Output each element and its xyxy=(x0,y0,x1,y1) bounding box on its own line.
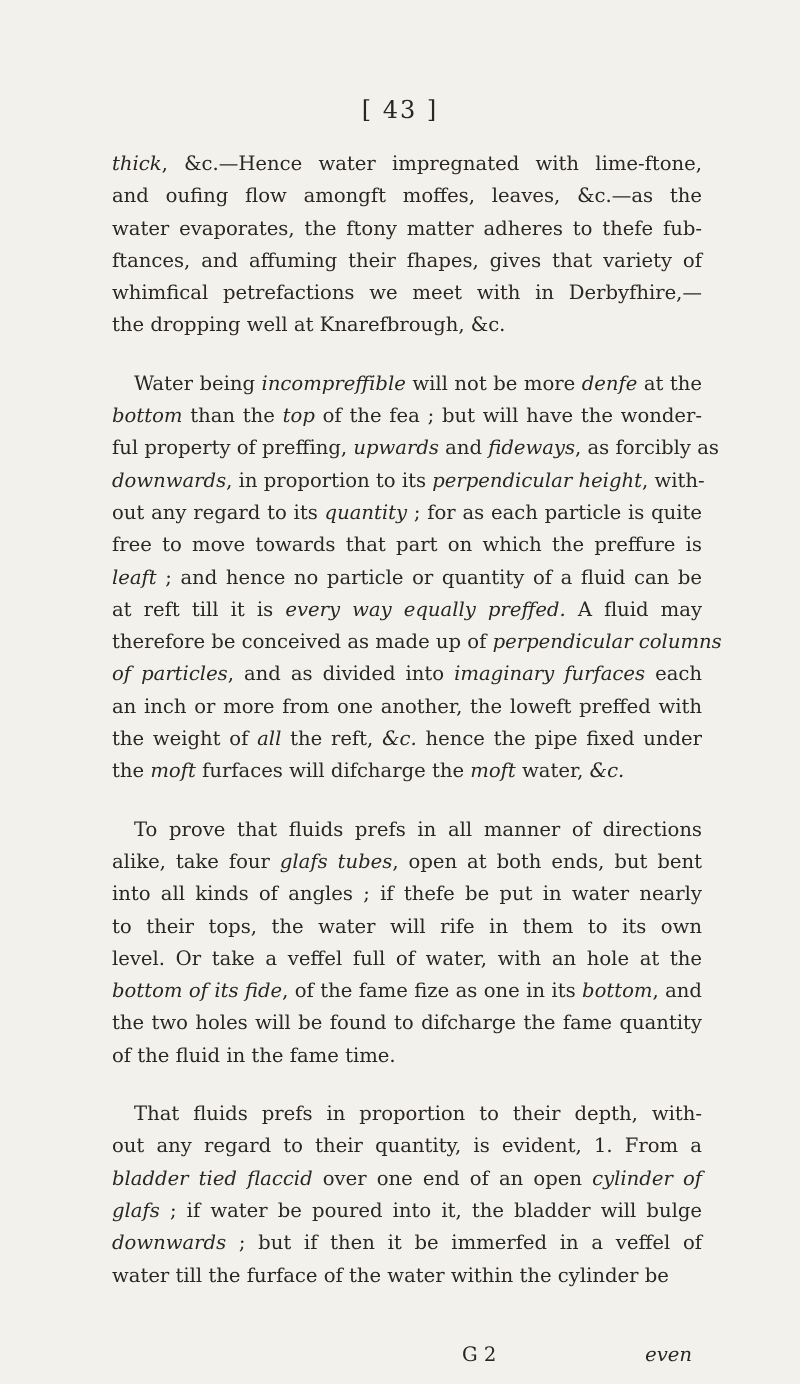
paragraph-gap xyxy=(112,1072,702,1098)
italic-run: glafs xyxy=(112,1198,160,1222)
text-run: and xyxy=(438,436,489,460)
text-run: of the fluid in the fame time. xyxy=(112,1043,396,1067)
italic-run: bottom xyxy=(112,404,183,428)
text-line xyxy=(112,1007,702,1039)
text-run: the weight of xyxy=(112,727,258,751)
text-line xyxy=(112,943,702,975)
paragraph xyxy=(112,148,702,342)
text-line xyxy=(112,814,702,846)
text-run: water evaporates, the ftony matter adheres to thefe fub- xyxy=(112,216,702,240)
text-run: the xyxy=(112,759,151,783)
text-run: , and xyxy=(652,979,702,1003)
italic-run: perpendicular columns xyxy=(492,630,722,654)
signature-mark: G 2 xyxy=(462,1343,497,1366)
text-run: will not be more xyxy=(405,371,582,395)
italic-run: &c. xyxy=(589,759,625,783)
text-line xyxy=(112,1130,702,1162)
italic-run: thick xyxy=(112,152,162,175)
text-run: ; but if then it be immerfed in a veffel of xyxy=(226,1231,702,1255)
text-line xyxy=(112,755,702,787)
paragraph-gap xyxy=(112,788,702,814)
text-run: To prove that fluids prefs in all manner of directions xyxy=(134,817,702,841)
italic-run: downwards xyxy=(112,1231,227,1255)
italic-run: all xyxy=(257,727,282,751)
italic-run: of particles xyxy=(112,662,228,686)
text-line xyxy=(112,911,702,943)
italic-run: bottom xyxy=(582,979,653,1003)
text-run: hence the pipe fixed under xyxy=(416,727,702,751)
italic-run: fideways xyxy=(488,436,576,460)
text-run: ; for as each particle is quite xyxy=(407,500,702,524)
italic-run: bladder tied flaccid xyxy=(112,1166,313,1190)
text-line xyxy=(112,148,702,180)
page-number: [ 43 ] xyxy=(361,96,439,124)
text-run: , &c.—Hence water impregnated with lime-ftone, xyxy=(161,152,702,175)
italic-run: denfe xyxy=(581,371,638,395)
text-run: , open at both ends, but bent xyxy=(392,849,703,873)
italic-run: imaginary furfaces xyxy=(454,662,646,686)
text-line xyxy=(112,432,719,464)
italic-run: every way equally preffed. xyxy=(285,597,566,621)
text-line xyxy=(112,1260,702,1292)
text-line xyxy=(112,245,702,277)
text-run: alike, take four xyxy=(112,849,280,873)
text-line xyxy=(112,529,702,561)
italic-run: downwards xyxy=(112,468,227,492)
text-run: ftances, and affuming their fhapes, gives that variety of xyxy=(112,248,702,272)
italic-run: moft xyxy=(470,759,516,783)
text-run: level. Or take a veffel full of water, with an hole at the xyxy=(112,946,702,970)
catchword: even xyxy=(645,1343,692,1366)
text-line xyxy=(112,1040,702,1072)
text-line xyxy=(112,368,702,400)
text-line xyxy=(112,691,702,723)
italic-run: upwards xyxy=(353,436,439,460)
italic-run: bottom of its fide xyxy=(112,979,283,1003)
text-line xyxy=(112,1195,702,1227)
text-line xyxy=(112,309,702,341)
paragraph xyxy=(112,1098,702,1292)
text-run: , with- xyxy=(641,468,705,492)
text-run: at the xyxy=(637,371,703,395)
text-line xyxy=(112,594,702,626)
text-run: out any regard to its xyxy=(112,500,325,524)
text-line xyxy=(112,658,702,690)
text-run: , and as divided into xyxy=(227,662,455,686)
text-line xyxy=(112,180,702,212)
paragraph xyxy=(112,368,722,788)
text-run: water till the furface of the water within the cylinder be xyxy=(112,1263,669,1287)
text-run: the two holes will be found to difcharge the fame quantity xyxy=(112,1011,702,1035)
text-line xyxy=(112,400,702,432)
text-run: over one end of an open xyxy=(312,1166,593,1190)
text-run: out any regard to their quantity, is evident, 1. From a xyxy=(112,1134,702,1158)
text-run: than the xyxy=(182,404,283,428)
italic-run: top xyxy=(282,404,315,428)
body-text xyxy=(112,148,722,1292)
text-run: ; if water be poured into it, the bladder will bulge xyxy=(159,1198,702,1222)
italic-run: leaft xyxy=(112,565,157,589)
text-run: , of the fame fize as one in its xyxy=(282,979,583,1003)
text-line xyxy=(112,1098,702,1130)
text-line xyxy=(112,277,702,309)
text-run: furfaces will difcharge the xyxy=(195,759,471,783)
text-run: water, xyxy=(515,759,590,783)
text-run: and oufing flow amongft moffes, leaves, &c.—as the xyxy=(112,184,702,208)
text-run: Water being xyxy=(134,371,262,395)
text-line xyxy=(112,1227,702,1259)
text-line xyxy=(112,626,722,658)
text-line xyxy=(112,846,702,878)
text-run: of the fea ; but will have the wonder- xyxy=(314,404,702,428)
text-line xyxy=(112,1163,702,1195)
text-run: , as forcibly as xyxy=(575,436,719,460)
text-line xyxy=(112,465,705,497)
text-line xyxy=(112,213,702,245)
italic-run: perpendicular height xyxy=(432,468,642,492)
text-run: A fluid may xyxy=(565,597,703,621)
text-line xyxy=(112,723,702,755)
text-run: to their tops, the water will rife in them to its own xyxy=(112,914,702,938)
text-run: ; and hence no particle or quantity of a fluid can be xyxy=(156,565,702,589)
italic-run: glafs tubes xyxy=(279,849,393,873)
text-run: the reft, xyxy=(281,727,383,751)
italic-run: cylinder of xyxy=(592,1166,702,1190)
text-run: ful property of preffing, xyxy=(112,436,354,460)
text-run: each xyxy=(645,662,702,686)
text-run: therefore be conceived as made up of xyxy=(112,630,493,654)
italic-run: &c. xyxy=(382,727,417,751)
paragraph-gap xyxy=(112,342,702,368)
text-line xyxy=(112,975,702,1007)
text-run: at reft till it is xyxy=(112,597,286,621)
text-line xyxy=(112,878,702,910)
italic-run: incompreffible xyxy=(261,371,406,395)
text-run: into all kinds of angles ; if thefe be put in water nearly xyxy=(112,882,702,906)
paragraph xyxy=(112,814,702,1072)
italic-run: moft xyxy=(150,759,196,783)
text-run: That fluids prefs in proportion to their depth, with- xyxy=(134,1102,702,1126)
text-line xyxy=(112,497,702,529)
text-run: an inch or more from one another, the loweft preffed with xyxy=(112,694,702,718)
text-run: whimfical petrefactions we meet with in Derbyfhire,— xyxy=(112,281,702,305)
italic-run: quantity xyxy=(324,500,408,524)
text-line xyxy=(112,562,702,594)
text-run: the dropping well at Knarefbrough, &c. xyxy=(112,313,506,337)
text-run: , in proportion to its xyxy=(226,468,433,492)
text-run: free to move towards that part on which the preffure is xyxy=(112,533,702,557)
